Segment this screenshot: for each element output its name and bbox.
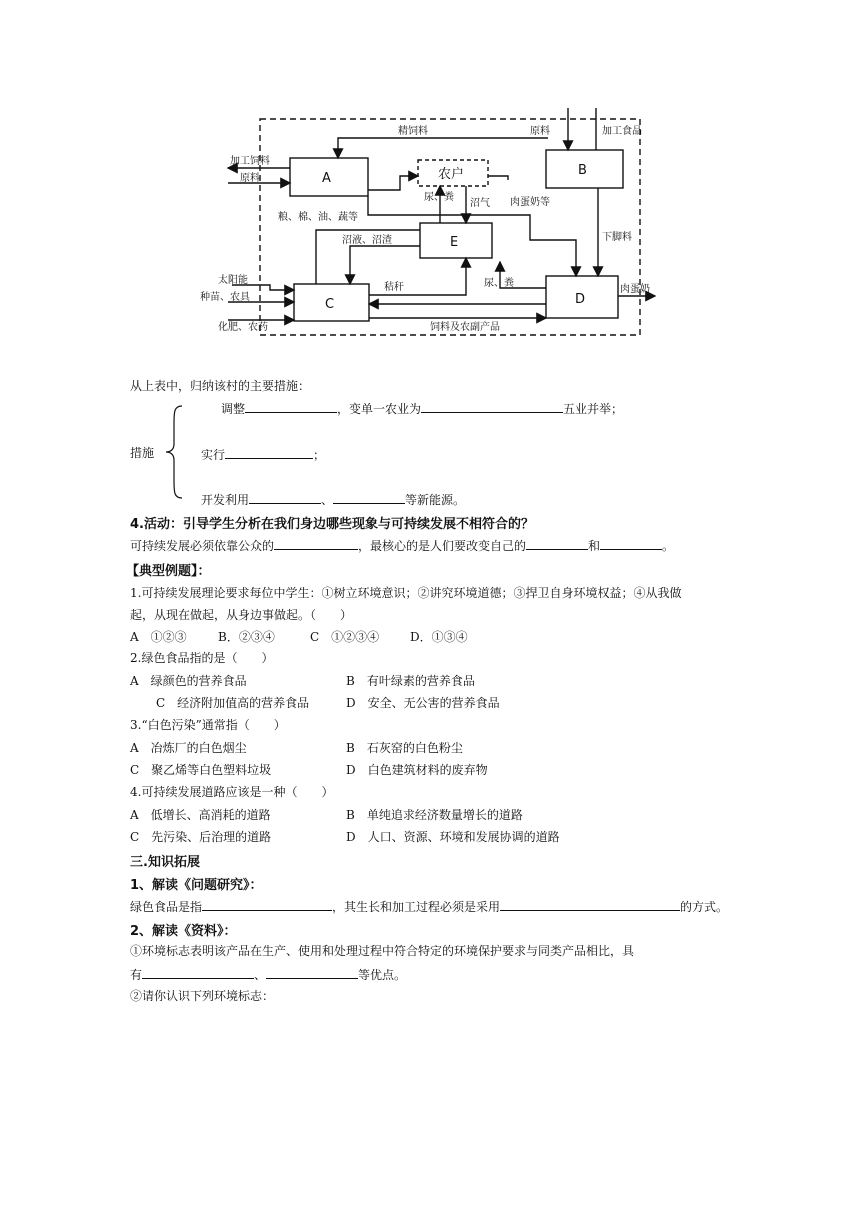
label-yuanliao-left: 原料: [240, 173, 260, 184]
blank-public[interactable]: [274, 537, 358, 550]
measures-brace: [164, 404, 186, 500]
activity-line: 可持续发展必须依靠公众的 ，最核心的是人们要改变自己的 和 。: [130, 539, 675, 553]
q4-option-b[interactable]: B 单纯追求经济数量增长的道路: [346, 808, 523, 822]
label-jiegan: 秸秆: [384, 282, 404, 293]
read-2-para-1: ①环境标志表明该产品在生产、使用和处理过程中符合特定的环境保护要求与同类产品相比，具: [130, 944, 635, 958]
label-niao-fen: 尿、粪: [424, 192, 454, 203]
q2-option-b[interactable]: B 有叶绿素的营养食品: [346, 674, 475, 688]
label-liang-mian: 粮、棉、油、蔬等: [278, 212, 358, 223]
blank-implement[interactable]: [225, 446, 313, 459]
q1-option-b[interactable]: B．②③④: [218, 630, 275, 644]
q3-option-b[interactable]: B 石灰窑的白色粉尘: [346, 741, 463, 755]
blank-advantage-1[interactable]: [142, 966, 254, 979]
q2-option-c[interactable]: C 经济附加值高的营养食品: [156, 696, 310, 710]
measure-line-1: 调整 ，变单一农业为 五业并举；: [221, 402, 624, 416]
blank-adjust[interactable]: [245, 400, 337, 413]
measure-line-3: 开发利用 、 等新能源。: [201, 493, 466, 507]
blank-method[interactable]: [500, 898, 680, 911]
q2-option-a[interactable]: A 绿颜色的营养食品: [130, 674, 247, 688]
box-a-label: A: [322, 171, 331, 186]
q3-option-c[interactable]: C 聚乙烯等白色塑料垃圾: [130, 763, 272, 777]
label-siliao-fuchanpin: 饲料及农副产品: [430, 322, 500, 333]
q4-option-d[interactable]: D 人口、资源、环境和发展协调的道路: [346, 830, 560, 844]
q3-stem: 3.“白色污染”通常指（ ）: [130, 718, 286, 732]
read-2-para-3: ②请你认识下列环境标志：: [130, 989, 275, 1003]
label-xiajiaoliao: 下脚料: [602, 232, 632, 243]
read-1-line: 绿色食品是指 ，其生长和加工过程必须是采用 的方式。: [130, 900, 729, 914]
section-3-heading: 三.知识拓展: [130, 855, 200, 870]
label-jingsiliao: 精饲料: [398, 126, 428, 137]
blank-energy-2[interactable]: [333, 491, 405, 504]
label-niao-fen2: 尿、粪: [484, 278, 514, 289]
q1-option-c[interactable]: C ①②③④: [310, 630, 380, 644]
read-2-heading: 2、解读《资料》：: [130, 924, 237, 939]
measure-line-2: 实行 ；: [201, 448, 326, 462]
box-farm-label: 农户: [438, 167, 465, 182]
q4-option-a[interactable]: A 低增长、高消耗的道路: [130, 808, 271, 822]
q1-option-a[interactable]: A ①②③: [130, 630, 187, 644]
read-1-heading: 1、解读《问题研究》：: [130, 878, 263, 893]
read-2-para-2: 有 、 等优点。: [130, 968, 407, 982]
q1-stem-1: 1.可持续发展理论要求每位中学生：①树立环境意识；②讲究环境道德；③捍卫自身环境权益；④从我做: [130, 586, 682, 600]
label-huafei: 化肥、农药: [218, 322, 268, 333]
box-d-label: D: [575, 292, 586, 307]
blank-advantage-2[interactable]: [266, 966, 358, 979]
q3-option-d[interactable]: D 白色建筑材料的废弃物: [346, 763, 488, 777]
q1-stem-2: 起，从现在做起，从身边事做起。（ ）: [130, 608, 353, 622]
box-b-label: B: [578, 163, 587, 178]
box-e-label: E: [450, 235, 459, 250]
label-left-small: 种苗、农具: [200, 292, 250, 303]
label-jiagong-shipin: 加工食品: [602, 126, 642, 137]
measures-label: 措施: [130, 446, 155, 460]
intro-text: 从上表中，归纳该村的主要措施：: [130, 379, 311, 393]
blank-green-food[interactable]: [202, 898, 332, 911]
label-zhaoye: 沼液、沼渣: [342, 235, 392, 246]
label-jiagong-siliao: 加工饲料: [230, 156, 270, 167]
agriculture-flow-diagram: [0, 0, 860, 345]
blank-change-2[interactable]: [600, 537, 662, 550]
q4-stem: 4.可持续发展道路应该是一种（ ）: [130, 785, 334, 799]
blank-energy-1[interactable]: [249, 491, 321, 504]
label-zhaoqi: 沼气: [470, 198, 490, 209]
label-yuanliao-top: 原料: [530, 126, 550, 137]
box-c-label: C: [325, 297, 335, 312]
q3-option-a[interactable]: A 冶炼厂的白色烟尘: [130, 741, 247, 755]
label-rou-out: 肉蛋奶: [620, 284, 650, 295]
label-rou-dan: 肉蛋奶等: [510, 197, 550, 208]
q4-option-c[interactable]: C 先污染、后治理的道路: [130, 830, 272, 844]
blank-five-industries[interactable]: [421, 400, 563, 413]
examples-heading: 【典型例题】：: [126, 564, 211, 579]
q2-stem: 2.绿色食品指的是（ ）: [130, 651, 274, 665]
label-taiyang: 太阳能: [218, 275, 248, 286]
q2-option-d[interactable]: D 安全、无公害的营养食品: [346, 696, 500, 710]
activity-heading: 4.活动：引导学生分析在我们身边哪些现象与可持续发展不相符合的？: [130, 517, 534, 532]
blank-change-1[interactable]: [526, 537, 588, 550]
q1-option-d[interactable]: D．①③④: [410, 630, 468, 644]
